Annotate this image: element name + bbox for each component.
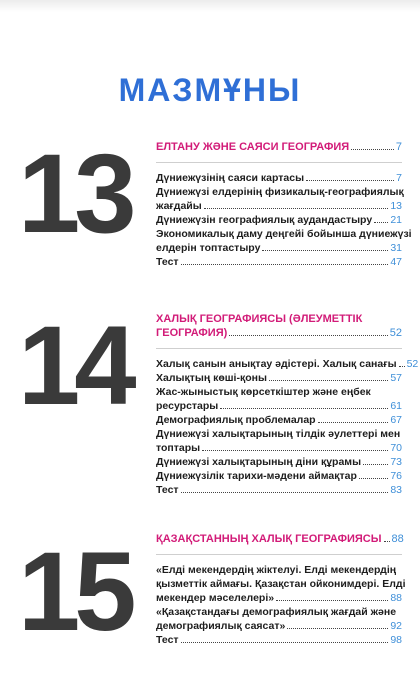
- entry-text: «Елді мекендердің жіктелуі. Елді мекендердің: [156, 564, 397, 576]
- chapter-heading-link[interactable]: [156, 532, 402, 546]
- heading-text: ЕЛТАНУ ЖӘНЕ САЯСИ ГЕОГРАФИЯ: [156, 141, 350, 153]
- leader-dots: [318, 422, 389, 423]
- entry-row: [156, 619, 402, 633]
- heading-row: [156, 532, 402, 546]
- entry-text: Дүниежүзінің саяси картасы: [156, 172, 305, 184]
- entry-row: [156, 413, 402, 427]
- entry-row: [156, 399, 402, 413]
- page-number: 88: [390, 592, 402, 604]
- page-number: 70: [390, 442, 402, 454]
- chapter-number: 14: [18, 303, 131, 428]
- entry-text: Тест: [156, 256, 179, 268]
- page-number: 73: [390, 456, 402, 468]
- entry-text: Тест: [156, 634, 179, 646]
- entry-row: [156, 441, 402, 455]
- heading-divider: [156, 554, 402, 555]
- chapter-number: 15: [18, 529, 131, 654]
- page-number: 83: [390, 484, 402, 496]
- entry-text: Экономикалық даму деңгейі бойынша дүниежүзі: [156, 228, 412, 240]
- toc-entry[interactable]: [156, 563, 406, 605]
- chapter-heading-link[interactable]: [156, 140, 402, 154]
- entry-row: [156, 469, 402, 483]
- chapter-number: 13: [18, 131, 131, 256]
- page-number: 88: [391, 533, 404, 545]
- entry-text: Жас-жыныстық көрсеткіштер және еңбек: [156, 386, 371, 398]
- page-number: 98: [390, 634, 402, 646]
- entry-text: мекендер мәселелері»: [156, 592, 275, 604]
- leader-dots: [220, 408, 388, 409]
- page-number: 52: [406, 358, 419, 370]
- entry-text: Тест: [156, 484, 179, 496]
- entry-row: [156, 241, 402, 255]
- page-number: 7: [395, 141, 402, 153]
- entry-row: [156, 455, 402, 469]
- entry-text: «Қазақстандағы демографиялық жағдай және: [156, 606, 397, 618]
- chapter-contents: [156, 312, 419, 497]
- entry-text: Халық санын анықтау әдістері. Халық санағы: [156, 358, 397, 370]
- chapter-heading-link[interactable]: [156, 312, 402, 340]
- toc-entry[interactable]: [156, 633, 402, 647]
- toc-entry[interactable]: [156, 413, 402, 427]
- page-number: 57: [390, 372, 402, 384]
- toc-entry[interactable]: [156, 371, 402, 385]
- toc-entry[interactable]: [156, 605, 402, 633]
- page-number: 67: [390, 414, 402, 426]
- leader-dots: [262, 250, 388, 251]
- entry-text: Дүниежүзін географиялық аудандастыру: [156, 214, 373, 226]
- entry-row: [156, 591, 402, 605]
- leader-dots: [359, 478, 388, 479]
- entry-text: қызметтік аймағы. Қазақстан ойконимдері. Елді: [156, 578, 406, 590]
- toc-entry[interactable]: [156, 357, 419, 371]
- toc-entry[interactable]: [156, 255, 402, 269]
- toc-entry[interactable]: [156, 213, 402, 227]
- heading-text: ГЕОГРАФИЯ): [156, 327, 228, 339]
- entry-text: Дүниежүзілік тарихи-мәдени аймақтар: [156, 470, 357, 482]
- heading-row: [156, 140, 402, 154]
- toc-entry[interactable]: [156, 483, 402, 497]
- page-number: 61: [390, 400, 402, 412]
- entry-row: [156, 171, 402, 185]
- entry-text: жағдайы: [156, 200, 202, 212]
- leader-dots: [181, 642, 389, 643]
- leader-dots: [287, 628, 388, 629]
- top-edge-shadow: [0, 0, 420, 12]
- leader-dots: [399, 366, 405, 367]
- toc-entry[interactable]: [156, 171, 402, 185]
- leader-dots: [181, 492, 389, 493]
- toc-entry[interactable]: [156, 427, 402, 455]
- leader-dots: [202, 450, 388, 451]
- page-number: 21: [390, 214, 402, 226]
- page-number: 92: [390, 620, 402, 632]
- entry-text: Дүниежүзі елдерінің физикалық-географиялық: [156, 186, 404, 198]
- entry-row: [156, 213, 402, 227]
- heading-text: ҚАЗАҚСТАННЫҢ ХАЛЫҚ ГЕОГРАФИЯСЫ: [156, 533, 382, 545]
- toc-entry[interactable]: [156, 469, 402, 483]
- page-number: 31: [390, 242, 402, 254]
- entry-text: Халықтың көші-қоны: [156, 372, 267, 384]
- chapter-contents: [156, 532, 406, 647]
- entry-row: [156, 255, 402, 269]
- heading-divider: [156, 348, 402, 349]
- entry-text: Демографиялық проблемалар: [156, 414, 316, 426]
- leader-dots: [363, 464, 388, 465]
- entry-text: топтары: [156, 442, 201, 454]
- entry-row: [156, 483, 402, 497]
- toc-entry[interactable]: [156, 185, 402, 213]
- page-title: МАЗМҰНЫ: [118, 72, 302, 108]
- entry-row: [156, 633, 402, 647]
- heading-row: [156, 326, 402, 340]
- leader-dots: [384, 541, 390, 542]
- leader-dots: [269, 380, 388, 381]
- entry-text: Дүниежүзі халықтарының діни құрамы: [156, 456, 362, 468]
- leader-dots: [351, 149, 394, 150]
- page-number: 52: [389, 327, 402, 339]
- entry-text: ресурстары: [156, 400, 219, 412]
- page-number: 13: [390, 200, 402, 212]
- leader-dots: [229, 335, 387, 336]
- page-number: 7: [396, 172, 402, 184]
- leader-dots: [374, 222, 388, 223]
- leader-dots: [276, 600, 388, 601]
- entry-text: демографиялық саясат»: [156, 620, 286, 632]
- heading-text: ХАЛЫҚ ГЕОГРАФИЯСЫ (ӘЛЕУМЕТТІК: [156, 313, 363, 325]
- page-number: 47: [390, 256, 402, 268]
- entry-text: елдерін топтастыру: [156, 242, 261, 254]
- leader-dots: [306, 180, 394, 181]
- heading-divider: [156, 162, 402, 163]
- leader-dots: [204, 208, 389, 209]
- toc-entry[interactable]: [156, 227, 412, 255]
- chapter-contents: [156, 140, 412, 269]
- entry-row: [156, 371, 402, 385]
- toc-entry[interactable]: [156, 385, 402, 413]
- entry-row: [156, 357, 419, 371]
- entry-text: Дүниежүзі халықтарының тілдік әулеттері мен: [156, 428, 401, 440]
- toc-entry[interactable]: [156, 455, 402, 469]
- page-number: 76: [390, 470, 402, 482]
- leader-dots: [181, 264, 389, 265]
- entry-row: [156, 199, 402, 213]
